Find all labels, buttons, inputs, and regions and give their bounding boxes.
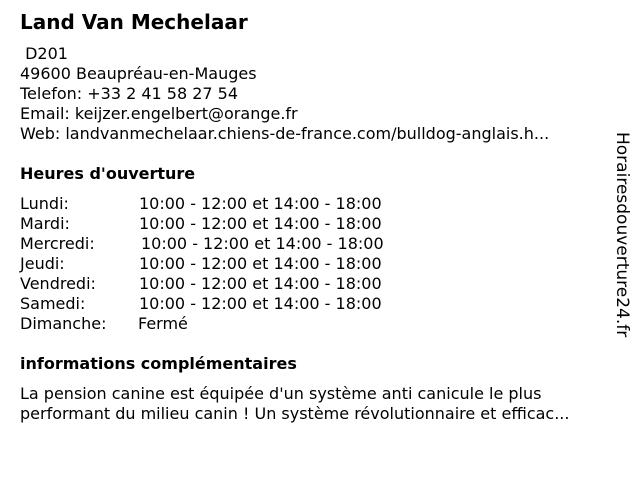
business-name: Land Van Mechelaar xyxy=(20,10,248,34)
additional-info-heading: informations complémentaires xyxy=(20,354,297,373)
day-hours: 10:00 - 12:00 et 14:00 - 18:00 xyxy=(139,254,382,273)
description-line: performant du milieu canin ! Un système révolutionnaire et efficac... xyxy=(20,404,570,423)
day-label: Vendredi: xyxy=(20,274,96,293)
day-label: Lundi: xyxy=(20,194,69,213)
day-hours: 10:00 - 12:00 et 14:00 - 18:00 xyxy=(139,214,382,233)
phone-line[interactable]: Telefon: +33 2 41 58 27 54 xyxy=(20,84,239,103)
day-hours: 10:00 - 12:00 et 14:00 - 18:00 xyxy=(141,234,384,253)
day-label: Mardi: xyxy=(20,214,70,233)
additional-info-text xyxy=(20,384,569,424)
watermark-text: Horairesdouverture24.fr xyxy=(612,132,632,338)
day-hours: 10:00 - 12:00 et 14:00 - 18:00 xyxy=(139,194,382,213)
day-hours: 10:00 - 12:00 et 14:00 - 18:00 xyxy=(139,274,382,293)
opening-hours-heading: Heures d'ouverture xyxy=(20,164,196,183)
day-label: Jeudi: xyxy=(20,254,65,273)
day-hours: 10:00 - 12:00 et 14:00 - 18:00 xyxy=(139,294,382,313)
description-line: La pension canine est équipée d'un système anti canicule le plus xyxy=(20,384,542,403)
day-label: Samedi: xyxy=(20,294,86,313)
day-hours: Fermé xyxy=(138,314,188,333)
day-label: Mercredi: xyxy=(20,234,95,253)
contact-block xyxy=(20,44,549,144)
website-line[interactable]: Web: landvanmechelaar.chiens-de-france.com/bulldog-anglais.h... xyxy=(20,124,550,143)
postal-city: 49600 Beaupréau-en-Mauges xyxy=(20,64,257,83)
email-line[interactable]: Email: keijzer.engelbert@orange.fr xyxy=(20,104,298,123)
watermark xyxy=(607,132,637,372)
street-address: D201 xyxy=(20,44,68,63)
day-label: Dimanche: xyxy=(20,314,107,333)
